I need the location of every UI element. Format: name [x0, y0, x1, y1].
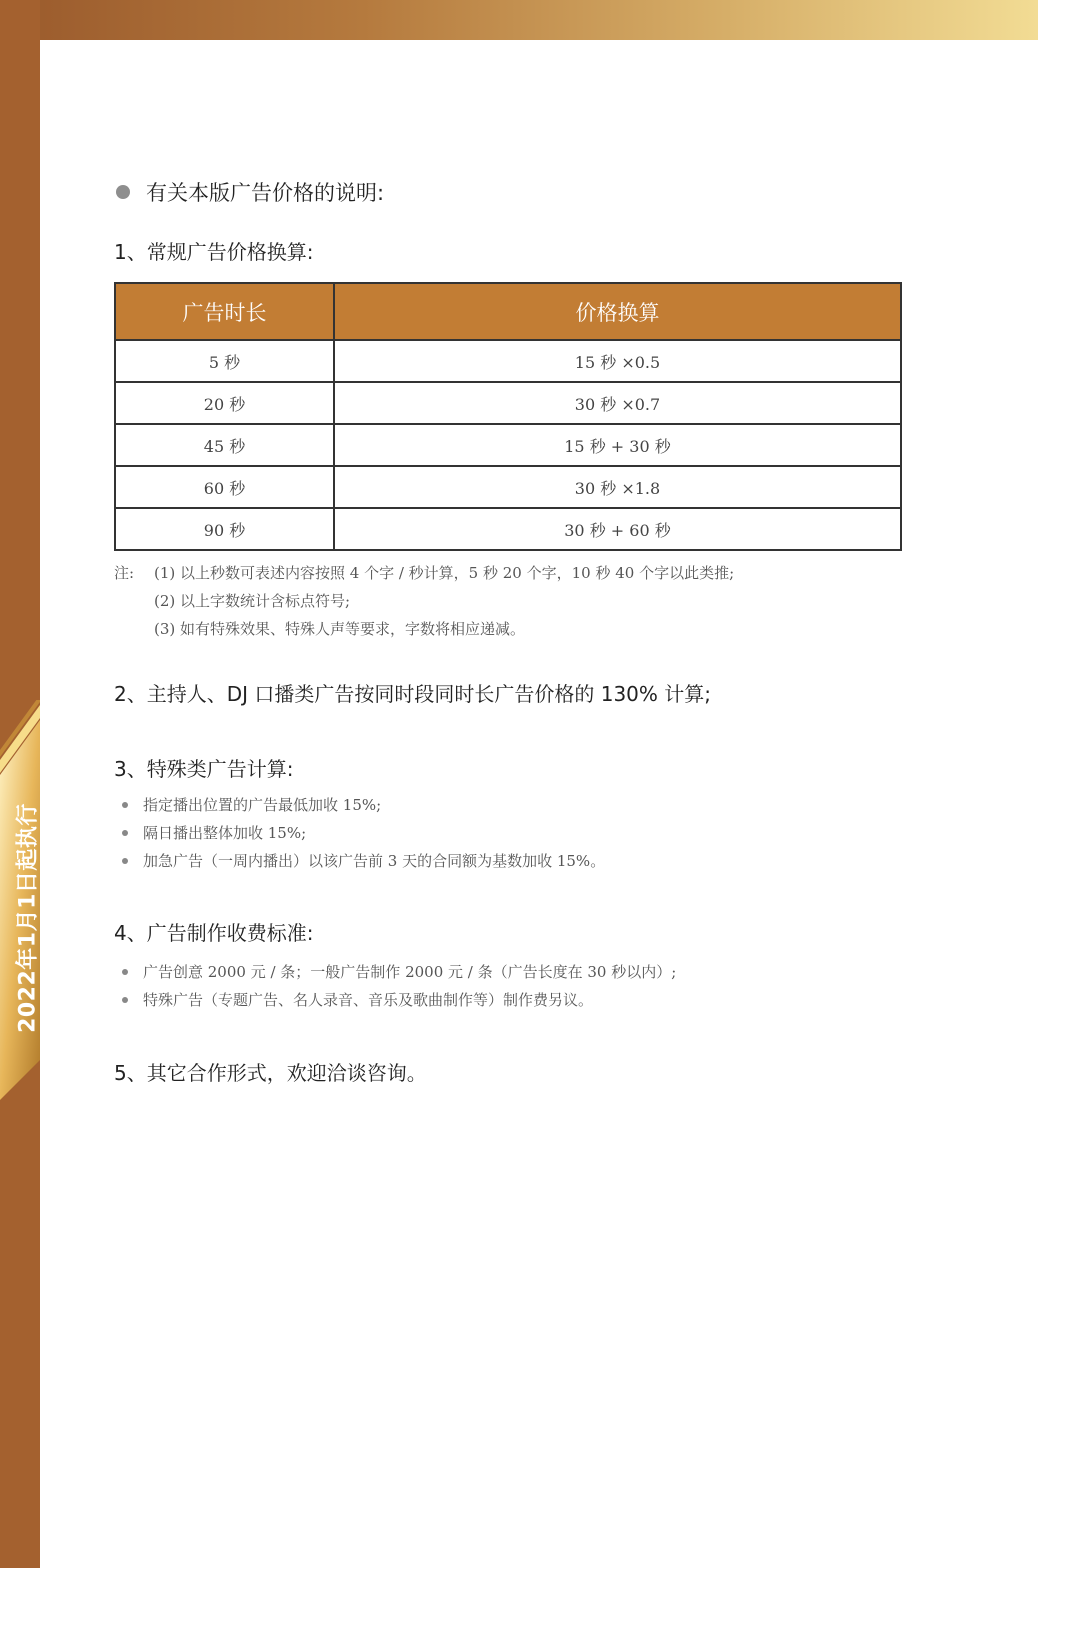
note-row — [114, 615, 734, 643]
table-header-row — [115, 283, 901, 340]
note-text: (1) 以上秒数可表述内容按照 4 个字 / 秒计算，5 秒 20 个字，10 秒 40 个字以此类推; — [154, 564, 735, 582]
bullet-icon — [122, 969, 128, 975]
heading-bullet-icon — [116, 185, 130, 199]
table-cell-price: 30 秒 ×1.8 — [334, 466, 901, 508]
table-cell-price: 15 秒 + 30 秒 — [334, 424, 901, 466]
price-conversion-table — [114, 282, 902, 551]
table-cell-duration: 90 秒 — [115, 508, 334, 550]
list-item — [122, 791, 605, 819]
bullet-icon — [122, 830, 128, 836]
table-row — [115, 340, 901, 382]
note-text: (2) 以上字数统计含标点符号; — [154, 592, 351, 610]
section2-title: 2、主持人、DJ 口播类广告按同时段同时长广告价格的 130% 计算; — [114, 682, 712, 706]
table-header-price: 价格换算 — [334, 283, 901, 340]
top-decor-band — [0, 0, 1038, 40]
table-cell-duration: 20 秒 — [115, 382, 334, 424]
note-label: 注: — [114, 564, 135, 582]
list-item — [122, 958, 676, 986]
list-item-text: 广告创意 2000 元 / 条；一般广告制作 2000 元 / 条（广告长度在 30 秒以内）; — [143, 963, 677, 981]
note-row — [114, 587, 734, 615]
table-cell-duration: 60 秒 — [115, 466, 334, 508]
list-item-text: 指定播出位置的广告最低加收 15%; — [143, 796, 382, 814]
section1-title: 1、常规广告价格换算: — [114, 240, 314, 264]
table-cell-price: 30 秒 ×0.7 — [334, 382, 901, 424]
list-item — [122, 847, 605, 875]
table-header-duration: 广告时长 — [115, 283, 334, 340]
section4-title: 4、广告制作收费标准: — [114, 921, 314, 945]
main-heading-text: 有关本版广告价格的说明: — [146, 181, 385, 205]
effective-date-ribbon-text: 2022年1月1日起执行 — [15, 803, 41, 1033]
table-notes — [114, 559, 734, 643]
table-cell-duration: 5 秒 — [115, 340, 334, 382]
note-row — [114, 559, 734, 587]
table-cell-duration: 45 秒 — [115, 424, 334, 466]
table-cell-price: 15 秒 ×0.5 — [334, 340, 901, 382]
list-item-text: 加急广告（一周内播出）以该广告前 3 天的合同额为基数加收 15%。 — [143, 852, 606, 870]
section5-title: 5、其它合作形式，欢迎洽谈咨询。 — [114, 1061, 427, 1085]
section3-list — [122, 791, 605, 875]
list-item — [122, 986, 676, 1014]
section3-title: 3、特殊类广告计算: — [114, 757, 294, 781]
list-item-text: 隔日播出整体加收 15%; — [143, 824, 307, 842]
main-heading — [114, 177, 384, 207]
list-item-text: 特殊广告（专题广告、名人录音、音乐及歌曲制作等）制作费另议。 — [143, 991, 594, 1009]
table-row — [115, 382, 901, 424]
bullet-icon — [122, 997, 128, 1003]
table-row — [115, 508, 901, 550]
bullet-icon — [122, 802, 128, 808]
table-row — [115, 466, 901, 508]
note-text: (3) 如有特殊效果、特殊人声等要求，字数将相应递减。 — [154, 620, 526, 638]
table-row — [115, 424, 901, 466]
list-item — [122, 819, 605, 847]
section4-list — [122, 958, 676, 1014]
table-cell-price: 30 秒 + 60 秒 — [334, 508, 901, 550]
bullet-icon — [122, 858, 128, 864]
